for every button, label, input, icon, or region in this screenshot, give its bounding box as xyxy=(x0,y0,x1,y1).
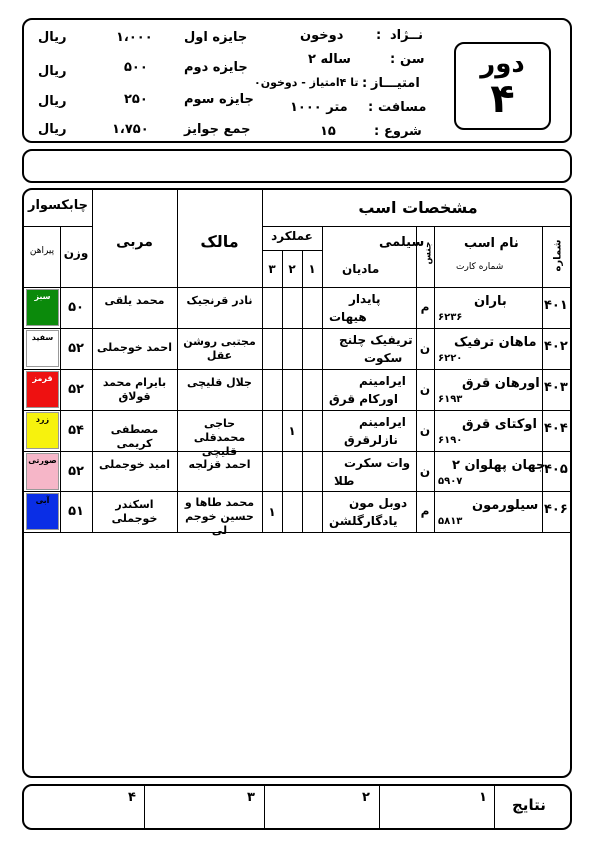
horse-number: ۴۰۵ xyxy=(544,462,568,477)
silks-header: پیراهن xyxy=(29,246,55,256)
distance-label: مسافت xyxy=(378,100,427,115)
start-value: ۱۵ xyxy=(320,124,336,139)
prize-1-unit: ریال xyxy=(38,30,67,45)
breed-label: نــژاد xyxy=(390,28,423,43)
horse-owner: احمد قزلجه xyxy=(188,458,251,471)
jockey-weight: ۵۰ xyxy=(68,300,84,315)
jockey-weight: ۵۲ xyxy=(68,341,84,356)
start-label: شروع xyxy=(384,124,422,139)
horse-sex: ن xyxy=(419,423,431,437)
distance-value: ۱۰۰۰ متر xyxy=(290,100,348,115)
perf-col-1: ۱ xyxy=(308,262,316,276)
prize-3-unit: ریال xyxy=(38,94,67,109)
perf-3: ۱ xyxy=(268,505,276,519)
horse-dam: یادگارگلشن xyxy=(329,514,398,528)
race-label: دور xyxy=(480,49,525,79)
prize-total-unit: ریال xyxy=(38,122,67,137)
horse-number: ۴۰۱ xyxy=(544,298,568,313)
horse-name: سیلورمون xyxy=(472,498,539,513)
perf-1: ۱ xyxy=(288,424,296,438)
horse-number: ۴۰۶ xyxy=(544,502,568,517)
prize-1-label: جایزه اول xyxy=(184,30,248,45)
horse-card: ۶۲۲۰ xyxy=(438,353,463,364)
silk-swatch: سبز xyxy=(26,289,59,326)
horse-dam: اورکام قرق xyxy=(329,392,398,406)
race-number-box xyxy=(454,42,551,130)
horse-name: اوکتای قرق xyxy=(462,417,537,432)
jockey-header: چابکسوار xyxy=(27,198,88,213)
prize-1-amount: ۱،۰۰۰ xyxy=(116,30,153,45)
number-header: شماره xyxy=(552,239,564,272)
horse-number: ۴۰۳ xyxy=(544,380,568,395)
horse-number: ۴۰۲ xyxy=(544,339,568,354)
weight-header: وزن xyxy=(63,246,89,260)
horse-sire: ایرامینم xyxy=(359,374,406,388)
prize-3-amount: ۲۵۰ xyxy=(124,92,148,107)
horse-name: ماهان ترفیک xyxy=(454,335,537,350)
perf-col-3: ۳ xyxy=(268,262,276,276)
silk-swatch: آبی xyxy=(26,493,59,530)
horse-sex: ن xyxy=(419,464,431,478)
sex-header: جنس xyxy=(423,241,434,265)
race-number: ۴ xyxy=(490,76,515,122)
horse-trainer: محمد یلقی xyxy=(104,294,165,307)
result-place-2: ۲ xyxy=(362,790,370,805)
rating-label: امتیـــاز xyxy=(371,76,420,91)
horse-specs-header: مشخصات اسب xyxy=(358,198,478,217)
age-label: سن xyxy=(400,52,425,67)
horse-owner: محمد طاها و حسین خوجم لی xyxy=(184,496,255,537)
age-value: ۲ ساله xyxy=(308,52,351,67)
horse-sex: م xyxy=(420,300,430,314)
horse-trainer: احمد خوجملی xyxy=(96,341,172,354)
horse-sex: م xyxy=(420,504,430,518)
performance-header: عملکرد xyxy=(271,229,313,243)
horse-trainer: بایرام محمد قولاق xyxy=(102,376,167,403)
sire-header: سیلمی xyxy=(379,235,425,250)
results-bar xyxy=(22,784,572,830)
silk-swatch: زرد xyxy=(26,412,59,449)
trainer-header: مربی xyxy=(116,234,153,250)
horse-card: ۵۸۱۳ xyxy=(438,516,463,527)
prize-3-label: جایزه سوم xyxy=(184,92,254,107)
horse-name: اورهان قرق xyxy=(462,376,540,391)
horse-sire: ایرامینم xyxy=(359,415,406,429)
result-place-1: ۱ xyxy=(479,790,487,805)
perf-col-2: ۲ xyxy=(288,262,296,276)
dam-header: مادیان xyxy=(342,262,380,276)
entries-table xyxy=(22,188,572,778)
jockey-weight: ۵۲ xyxy=(68,464,84,479)
horse-sex: ن xyxy=(419,341,431,355)
horse-card: ۶۱۹۰ xyxy=(438,435,463,446)
rating-value: ۰تا ۴امتیاز - دوخون xyxy=(254,76,359,89)
prize-total-amount: ۱،۷۵۰ xyxy=(112,122,149,137)
notes-bar xyxy=(22,149,572,183)
result-place-4: ۴ xyxy=(128,790,136,805)
horse-name: جهان پهلوان ۲ xyxy=(452,458,546,473)
horse-sire: تریفیک چلنج xyxy=(339,333,413,347)
prize-total-label: جمع جوایز xyxy=(184,122,251,137)
horse-name: باران xyxy=(474,294,507,309)
prize-2-unit: ریال xyxy=(38,64,67,79)
card-number-header: شماره کارت xyxy=(456,262,504,272)
horse-sire: وات سکرت xyxy=(344,456,411,470)
jockey-weight: ۵۲ xyxy=(68,382,84,397)
silk-swatch: قرمز xyxy=(26,371,59,408)
horse-card: ۶۱۹۳ xyxy=(438,394,463,405)
horse-number: ۴۰۴ xyxy=(544,421,568,436)
jockey-weight: ۵۱ xyxy=(68,504,84,519)
owner-header: مالک xyxy=(200,232,239,251)
horse-owner: نادر قرنجیک xyxy=(186,294,253,307)
horse-sire: پایدار xyxy=(349,292,381,306)
race-header: دور ۴ نــژاد : دوخون سن : ۲ ساله امتیـــاز : ۰تا ۴امتیاز - دوخون مسافت : ۱۰۰۰ متر شروع : ۱۵ جایزه اول ۱،۰۰۰ ریال جایزه دوم ۵۰۰ ریال جایزه سوم ۲۵۰ ریال جمع جوایز ۱،۷۵۰ ریال xyxy=(22,18,572,143)
jockey-weight: ۵۴ xyxy=(68,423,84,438)
prize-2-label: جایزه دوم xyxy=(184,60,248,75)
horse-trainer: امید خوجملی xyxy=(98,458,170,471)
silk-swatch: سفید xyxy=(26,330,59,367)
breed-value: دوخون xyxy=(300,28,344,43)
horse-trainer: مصطفی کریمی xyxy=(110,423,159,450)
prize-2-amount: ۵۰۰ xyxy=(124,60,148,75)
horse-owner: جلال قلیچی xyxy=(187,376,252,389)
horse-sex: ن xyxy=(419,382,431,396)
horse-card: ۵۹۰۷ xyxy=(438,476,463,487)
horse-dam: نازلرقرق xyxy=(344,433,398,447)
horse-trainer: اسکندر خوجملی xyxy=(111,498,158,525)
results-label: نتایج xyxy=(512,796,546,814)
horse-name-header: نام اسب xyxy=(464,236,519,251)
horse-owner: مجتبی روشن عقل xyxy=(183,335,256,362)
horse-card: ۶۲۳۶ xyxy=(438,312,463,323)
silk-swatch: صورتی xyxy=(26,453,59,490)
result-place-3: ۳ xyxy=(247,790,255,805)
horse-dam: طلا xyxy=(334,474,355,488)
horse-dam: هیهات xyxy=(329,310,367,324)
horse-sire: دوبل مون xyxy=(349,496,408,510)
horse-dam: سکوت xyxy=(364,351,403,365)
horse-owner: حاجی محمدقلی قلیچی xyxy=(193,417,246,458)
